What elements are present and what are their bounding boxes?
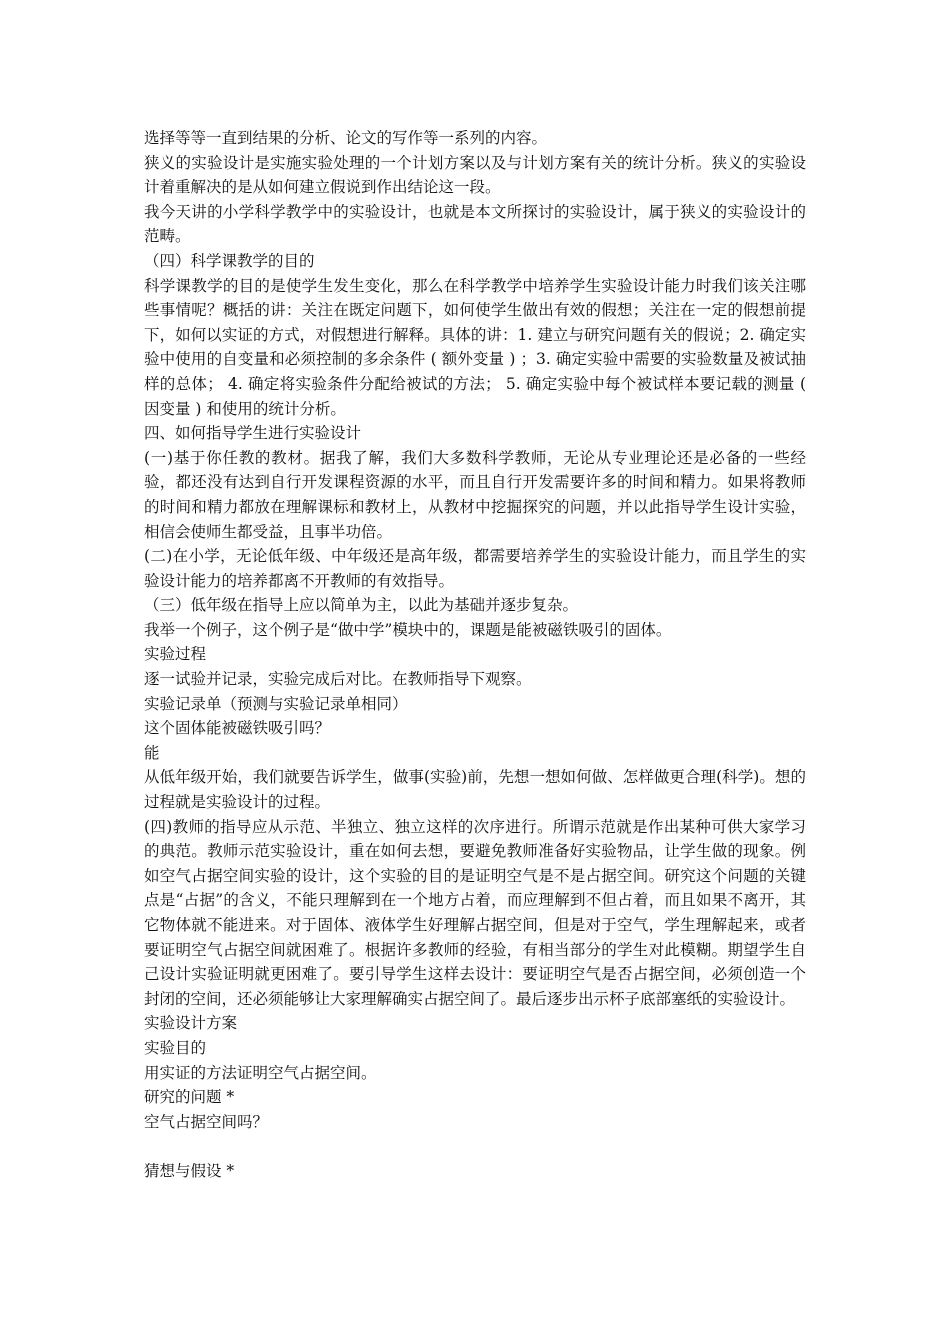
paragraph: 从低年级开始，我们就要告诉学生，做事(实验)前，先想一想如何做、怎样做更合理(科学)。想的过程就是实验设计的过程。 [144, 768, 806, 812]
paragraph: 实验记录单（预测与实验记录单相同） [144, 694, 408, 713]
paragraph: （三）低年级在指导上应以简单为主，以此为基础并逐步复杂。 [144, 596, 579, 615]
paragraph: 猜想与假设 * [144, 1161, 235, 1180]
paragraph: 实验设计方案 [144, 1014, 238, 1033]
paragraph: 空气占据空间吗？ [144, 1112, 269, 1131]
blank-line [144, 1134, 806, 1159]
paragraph: 狭义的实验设计是实施实验处理的一个计划方案以及与计划方案有关的统计分析。狭义的实验设计着重解决的是从如何建立假说到作出结论这一段。 [144, 153, 806, 197]
paragraph: 研究的问题 * [144, 1088, 235, 1107]
paragraph: 科学课教学的目的是使学生发生变化，那么在科学教学中培养学生实验设计能力时我们该关注哪些事情呢？概括的讲：关注在既定问题下，如何使学生做出有效的假想；关注在一定的假想前提下，如何以实证的方式，对假想进行解释。具体的讲：1. 建立与研究问题有关的假说；2. 确定实验中使用的自变量和必须控制的多余条件 ( 额外变量 ) ；3. 确定实验中需要的实验数量及被试抽样的总体； 4. 确定将实验条件分配给被试的方法； 5. 确定实验中每个被试样本要记载的测量 ( 因变量 ) 和使用的统计分析。 [144, 276, 806, 418]
paragraph: (一)基于你任教的教材。据我了解，我们大多数科学教师，无论从专业理论还是必备的一些经验，都还没有达到自行开发课程资源的水平，而且自行开发需要许多的时间和精力。如果将教师的时间和精力都放在理解课标和教材上，从教材中挖掘探究的问题，并以此指导学生设计实验，相信会使师生都受益，且事半功倍。 [144, 448, 806, 541]
paragraph: 实验过程 [144, 645, 207, 664]
paragraph: (四)教师的指导应从示范、半独立、独立这样的次序进行。所谓示范就是作出某种可供大家学习的典范。教师示范实验设计，重在如何去想，要避免教师准备好实验物品，让学生做的现象。例如空气占据空间实验的设计，这个实验的目的是证明空气是不是占据空间。研究这个问题的关键点是“占据”的含义，不能只理解到在一个地方占着，而应理解到不但占着，而且如果不离开，其它物体就不能进来。对于固体、液体学生好理解占据空间，但是对于空气，学生理解起来，或者要证明空气占据空间就困难了。根据许多教师的经验，有相当部分的学生对此模糊。期望学生自己设计实验证明就更困难了。要引导学生这样去设计：要证明空气是否占据空间，必须创造一个封闭的空间，还必须能够让大家理解确实占据空间了。最后逐步出示杯子底部塞纸的实验设计。 [144, 817, 806, 1008]
paragraph: 选择等等一直到结果的分析、论文的写作等一系列的内容。 [144, 129, 548, 147]
section-heading: （四）科学课教学的目的 [144, 251, 315, 270]
section-heading: 四、如何指导学生进行实验设计 [144, 424, 362, 443]
paragraph: 这个固体能被磁铁吸引吗？ [144, 719, 331, 738]
paragraph: 逐一试验并记录，实验完成后对比。在教师指导下观察。 [144, 670, 532, 689]
document-body [144, 126, 806, 1184]
paragraph: 能 [144, 743, 160, 762]
paragraph: (二)在小学，无论低年级、中年级还是高年级，都需要培养学生的实验设计能力，而且学生的实验设计能力的培养都离不开教师的有效指导。 [144, 547, 806, 590]
paragraph: 实验目的 [144, 1038, 207, 1057]
paragraph: 我今天讲的小学科学教学中的实验设计，也就是本文所探讨的实验设计，属于狭义的实验设计的范畴。 [144, 202, 806, 246]
paragraph: 用实证的方法证明空气占据空间。 [144, 1063, 377, 1082]
paragraph: 我举一个例子，这个例子是“做中学”模块中的，课题是能被磁铁吸引的固体。 [144, 620, 672, 639]
